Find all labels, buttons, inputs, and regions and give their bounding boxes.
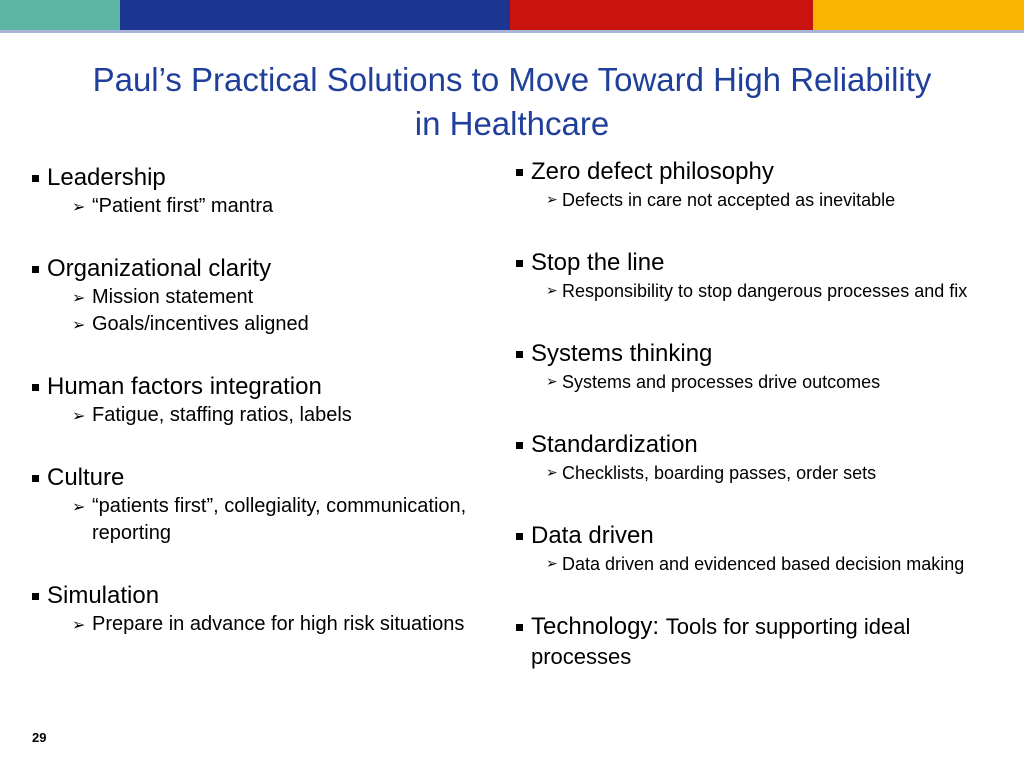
bullet-text — [47, 463, 124, 493]
arrow-bullet-icon: ➢ — [72, 288, 86, 307]
bullet-item — [516, 248, 1016, 304]
bullet-text — [47, 163, 166, 193]
slide-title-line-1: Paul’s Practical Solutions to Move Toward High Reliability — [92, 61, 932, 98]
arrow-bullet-icon: ➢ — [72, 615, 86, 634]
bullet-label: Stop the line — [531, 249, 665, 276]
bullet-item — [32, 163, 482, 220]
bullet-item — [516, 339, 1016, 395]
sub-bullet — [516, 278, 1016, 304]
bullet-item — [32, 254, 482, 338]
bullet-text — [47, 254, 271, 284]
bullet-row — [516, 339, 1016, 369]
sub-bullet — [32, 311, 482, 338]
square-bullet-icon — [516, 442, 523, 449]
color-band-navy — [120, 0, 510, 30]
square-bullet-icon — [516, 260, 523, 267]
color-band — [0, 0, 1024, 30]
sub-bullet-text: Responsibility to stop dangerous processes and fix — [562, 281, 968, 301]
bullet-label: Systems thinking — [531, 340, 713, 367]
bullet-label: Data driven — [531, 522, 654, 549]
bullet-item — [32, 581, 482, 638]
sub-bullet — [516, 187, 1016, 213]
arrow-bullet-icon: ➢ — [72, 406, 86, 425]
sub-bullet-text: Prepare in advance for high risk situations — [92, 613, 465, 635]
color-band-teal — [0, 0, 120, 30]
bullet-row — [32, 163, 482, 193]
bullet-item — [516, 430, 1016, 486]
slide-title-line-2: in Healthcare — [414, 105, 610, 142]
bullet-description: Tools for supporting ideal processes — [531, 614, 911, 669]
bullet-text — [531, 612, 1016, 672]
arrow-bullet-icon: ➢ — [546, 192, 558, 208]
bullet-row — [32, 372, 482, 402]
bullet-row — [516, 612, 1016, 672]
sub-bullet — [516, 369, 1016, 395]
sub-bullet-text: “Patient first” mantra — [92, 195, 274, 217]
bullet-text — [47, 372, 322, 402]
sub-bullet-text: Data driven and evidenced based decision making — [562, 554, 965, 574]
bullet-item — [516, 157, 1016, 213]
square-bullet-icon — [516, 351, 523, 358]
divider-line — [0, 30, 1024, 33]
color-band-gold — [813, 0, 1024, 30]
sub-bullet — [32, 493, 482, 547]
arrow-bullet-icon: ➢ — [546, 465, 558, 481]
arrow-bullet-icon: ➢ — [72, 315, 86, 334]
bullet-row — [516, 157, 1016, 187]
color-band-red — [510, 0, 813, 30]
bullet-text — [531, 430, 698, 460]
sub-bullet-text: Mission statement — [92, 286, 254, 308]
arrow-bullet-icon: ➢ — [546, 374, 558, 390]
sub-bullet-text: Systems and processes drive outcomes — [562, 372, 881, 392]
bullet-text — [47, 581, 159, 611]
sub-bullet — [32, 402, 482, 429]
bullet-label: Technology: — [531, 613, 660, 640]
square-bullet-icon — [32, 266, 39, 273]
square-bullet-icon — [32, 593, 39, 600]
arrow-bullet-icon: ➢ — [546, 556, 558, 572]
bullet-text — [531, 248, 664, 278]
bullet-row — [32, 254, 482, 284]
slide-title — [0, 58, 1024, 146]
sub-bullet — [516, 551, 1016, 577]
bullet-label: Standardization — [531, 431, 698, 458]
square-bullet-icon — [32, 475, 39, 482]
right-column — [516, 157, 1016, 707]
bullet-label: Simulation — [47, 582, 160, 609]
bullet-label: Human factors integration — [47, 373, 322, 400]
bullet-row — [32, 463, 482, 493]
sub-bullet-text: “patients first”, collegiality, communication, reporting — [92, 495, 467, 544]
sub-bullet — [32, 193, 482, 220]
bullet-item — [32, 463, 482, 547]
bullet-label: Leadership — [47, 164, 166, 191]
sub-bullet-text: Fatigue, staffing ratios, labels — [92, 404, 352, 426]
arrow-bullet-icon: ➢ — [72, 497, 86, 516]
bullet-item — [516, 521, 1016, 577]
bullet-text — [531, 339, 712, 369]
square-bullet-icon — [516, 533, 523, 540]
sub-bullet — [516, 460, 1016, 486]
bullet-row — [516, 248, 1016, 278]
bullet-row — [516, 521, 1016, 551]
square-bullet-icon — [32, 175, 39, 182]
bullet-item — [32, 372, 482, 429]
bullet-text — [531, 157, 774, 187]
arrow-bullet-icon: ➢ — [72, 197, 86, 216]
sub-bullet — [32, 284, 482, 311]
bullet-label: Culture — [47, 464, 125, 491]
square-bullet-icon — [32, 384, 39, 391]
bullet-row — [516, 430, 1016, 460]
page-number: 29 — [32, 730, 47, 745]
bullet-text — [531, 521, 654, 551]
arrow-bullet-icon: ➢ — [546, 283, 558, 299]
square-bullet-icon — [516, 169, 523, 176]
sub-bullet-text: Defects in care not accepted as inevitable — [562, 190, 896, 210]
left-column — [32, 163, 482, 672]
bullet-row — [32, 581, 482, 611]
sub-bullet-text: Goals/incentives aligned — [92, 313, 309, 335]
square-bullet-icon — [516, 624, 523, 631]
sub-bullet — [32, 611, 482, 638]
sub-bullet-text: Checklists, boarding passes, order sets — [562, 463, 877, 483]
bullet-label: Organizational clarity — [47, 255, 272, 282]
bullet-label: Zero defect philosophy — [531, 158, 774, 185]
bullet-item — [516, 612, 1016, 672]
